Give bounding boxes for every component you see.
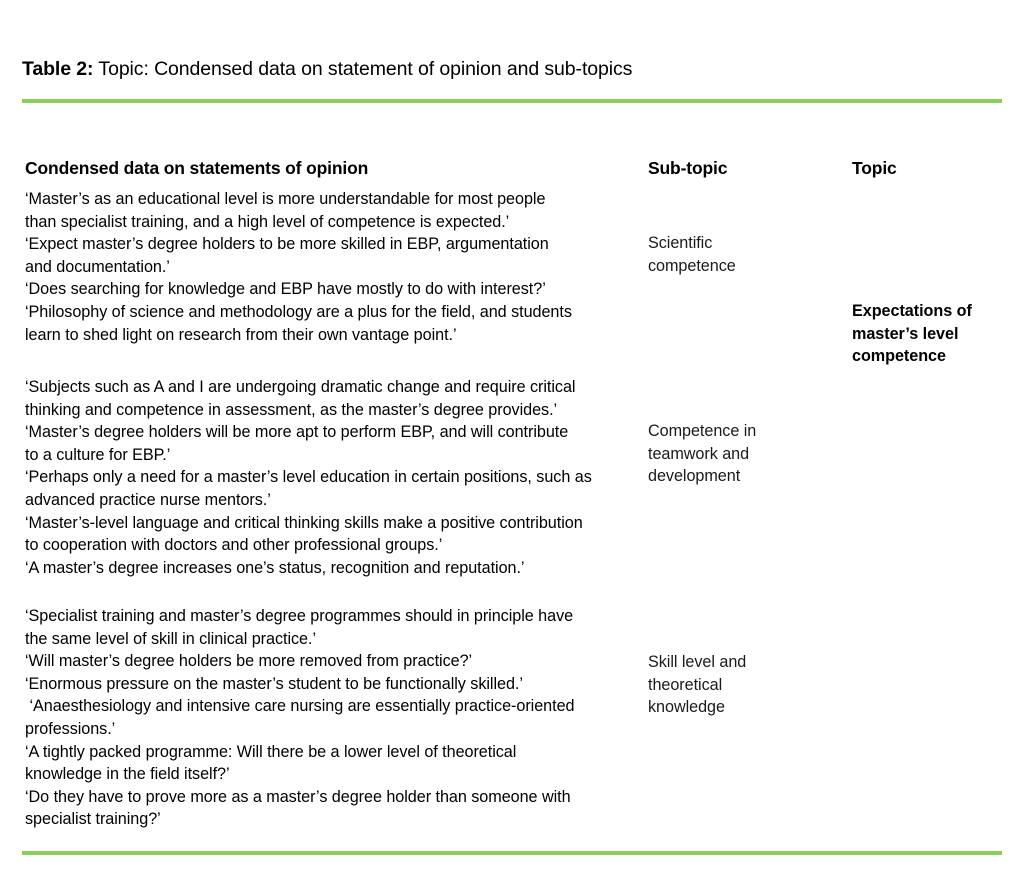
table-row <box>25 188 645 346</box>
statement-line: knowledge in the field itself?’ <box>25 765 230 784</box>
topic-line: master’s level <box>852 324 959 343</box>
statement-line: ‘Does searching for knowledge and EBP have mostly to do with interest?’ <box>25 280 546 299</box>
statement-line: advanced practice nurse mentors.’ <box>25 490 271 509</box>
statement-line: specialist training?’ <box>25 810 161 829</box>
table-caption-label: Table 2: <box>22 58 94 80</box>
statement-line: ‘Anaesthesiology and intensive care nursing are essentially practice-oriented <box>25 697 575 716</box>
subtopic-line: development <box>648 467 741 486</box>
statement-line: the same level of skill in clinical practice.’ <box>25 629 316 648</box>
statement-line: and documentation.’ <box>25 257 170 276</box>
statement-line: ‘Philosophy of science and methodology are a plus for the field, and students <box>25 302 572 321</box>
column-header-subtopic: Sub-topic <box>648 158 728 178</box>
subtopic-line: theoretical <box>648 675 723 694</box>
statement-line: ‘Do they have to prove more as a master’s degree holder than someone with <box>25 787 571 806</box>
table-bottom-rule <box>22 851 1002 855</box>
table-caption-text: Topic: Condensed data on statement of opinion and sub-topics <box>93 58 633 80</box>
table-row <box>25 376 645 579</box>
statement-line: ‘Will master’s degree holders be more removed from practice?’ <box>25 652 473 671</box>
subtopic-line: competence <box>648 256 736 275</box>
statement-line: thinking and competence in assessment, as the master’s degree provides.’ <box>25 400 558 419</box>
statement-line: ‘A tightly packed programme: Will there be a lower level of theoretical <box>25 742 517 761</box>
statement-line: professions.’ <box>25 719 116 738</box>
statement-line: ‘Master’s-level language and critical thinking skills make a positive contribution <box>25 513 583 532</box>
statement-line: ‘Master’s degree holders will be more apt to perform EBP, and will contribute <box>25 423 569 442</box>
subtopic-cell <box>648 420 843 488</box>
statement-line: ‘A master’s degree increases one’s status, recognition and reputation.’ <box>25 558 525 577</box>
statement-line: learn to shed light on research from their own vantage point.’ <box>25 325 457 344</box>
subtopic-cell <box>648 232 843 277</box>
statement-line: ‘Specialist training and master’s degree programmes should in principle have <box>25 607 574 625</box>
subtopic-line: knowledge <box>648 698 725 717</box>
subtopic-line: teamwork and <box>648 444 750 463</box>
statement-line: ‘Expect master’s degree holders to be more skilled in EBP, argumentation <box>25 235 549 254</box>
subtopic-line: Skill level and <box>648 653 747 671</box>
column-header-topic: Topic <box>852 158 897 178</box>
statement-line: ‘Enormous pressure on the master’s student to be functionally skilled.’ <box>25 674 523 693</box>
statement-line: to cooperation with doctors and other professional groups.’ <box>25 536 443 555</box>
statement-line: ‘Master’s as an educational level is more understandable for most people <box>25 190 546 208</box>
column-header-statements: Condensed data on statements of opinion <box>25 158 369 178</box>
topic-line: competence <box>852 347 946 366</box>
topic-line: Expectations of <box>852 302 972 320</box>
table-row <box>25 605 645 831</box>
statement-line: to a culture for EBP.’ <box>25 445 171 464</box>
subtopic-line: Competence in <box>648 422 757 440</box>
subtopic-cell <box>648 651 843 719</box>
statement-line: ‘Perhaps only a need for a master’s level education in certain positions, such as <box>25 468 592 487</box>
subtopic-line: Scientific <box>648 234 713 252</box>
statement-line: ‘Subjects such as A and I are undergoing dramatic change and require critical <box>25 378 576 396</box>
topic-cell <box>852 300 1017 368</box>
statement-line: than specialist training, and a high level of competence is expected.’ <box>25 212 510 231</box>
